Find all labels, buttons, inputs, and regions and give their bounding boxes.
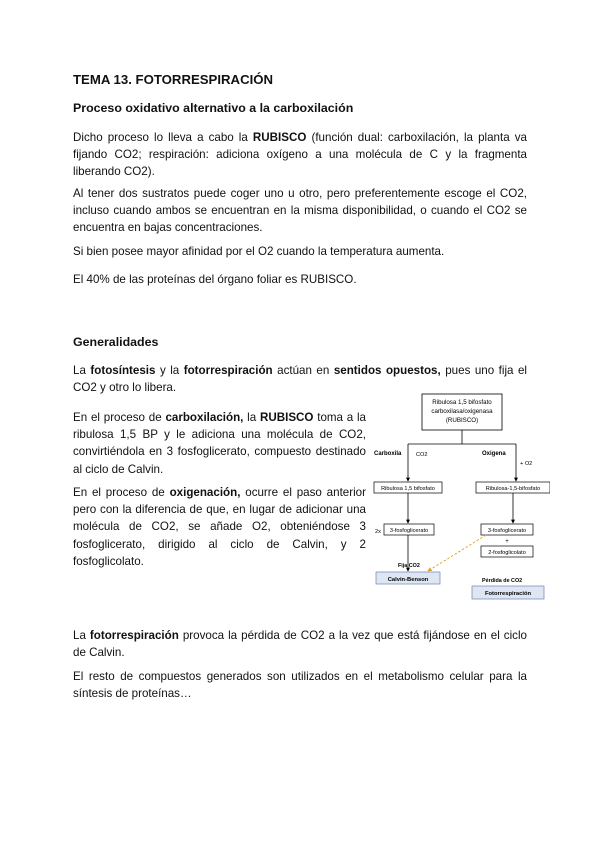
right-product-label-2: 2-fosfoglicolato xyxy=(488,550,526,556)
fija-co2-label: Fija CO2 xyxy=(398,563,420,569)
paragraph-rubisco-dual: Dicho proceso lo lleva a cabo la RUBISCO (función dual: carboxilación, la planta va fijando CO2; respiración: adiciona oxígeno a una molécula de C y la fragmenta liberando CO2). xyxy=(73,131,527,179)
plus-sign: + xyxy=(505,539,509,545)
paragraph-remaining-compounds: El resto de compuestos generados son utilizados en el metabolismo celular para la síntesis de proteínas… xyxy=(73,670,527,701)
ribulose-right-label: Ribulosa-1,5-bifosfato xyxy=(485,486,541,492)
rubisco-box-line3: (RUBISCO) xyxy=(445,417,479,424)
rubisco-box-line1: Ribulosa 1,5 bifosfato xyxy=(432,399,492,406)
left-product-label: 3-fosfoglicerato xyxy=(389,528,429,534)
o2-input-label: + O2 xyxy=(520,461,533,467)
section-heading-generalidades: Generalidades xyxy=(73,335,159,349)
paragraph-oxygenation: En el proceso de oxigenación, ocurre el paso anterior pero con la diferencia de que, en lugar de adicionar una molécula de CO2, se añade O2, obteniéndose 3 fosfoglicerato, dirigido al ciclo de Calvin, y 2 fosfoglicolato. xyxy=(73,486,366,568)
oxigena-label: Oxigena xyxy=(482,451,506,457)
ribulose-left-label: Ribulosa 1,5 bifosfato xyxy=(381,486,435,492)
photorespiration-diagram xyxy=(370,392,550,604)
paragraph-co2-loss: La fotorrespiración provoca la pérdida de CO2 a la vez que está fijándose en el ciclo de Calvin. xyxy=(73,629,527,660)
perdida-co2-label: Pérdida de CO2 xyxy=(482,578,523,584)
carboxila-label: Carboxila xyxy=(374,451,402,457)
paragraph-opposite-senses: La fotosíntesis y la fotorrespiración actúan en sentidos opuestos, pues uno fija el CO2 y otro lo libera. xyxy=(73,364,528,395)
fotorrespiracion-label: Fotorrespiración xyxy=(484,591,532,597)
recycle-dashed-arrow xyxy=(428,535,486,571)
left-prefix: 2x xyxy=(375,529,381,535)
right-product-label-1: 3-fosfoglicerato xyxy=(487,528,527,534)
page-title: TEMA 13. FOTORRESPIRACIÓN xyxy=(73,72,274,87)
co2-input-label: CO2 xyxy=(416,452,428,458)
paragraph-o2-affinity: Si bien posee mayor afinidad por el O2 cuando la temperatura aumenta. xyxy=(73,245,445,258)
calvin-benson-label: Calvin-Benson xyxy=(387,577,429,583)
paragraph-rubisco-percent: El 40% de las proteínas del órgano foliar es RUBISCO. xyxy=(73,273,357,286)
rubisco-box-line2: carboxilasa/oxigenasa xyxy=(431,408,493,415)
paragraph-carboxylation: En el proceso de carboxilación, la RUBISCO toma a la ribulosa 1,5 BP y le adiciona una molécula de CO2, convirtiéndola en 3 fosfoglicerato, compuesto destinado al ciclo de Calvin. xyxy=(73,411,367,476)
section-heading-oxidative: Proceso oxidativo alternativo a la carboxilación xyxy=(73,101,354,115)
paragraph-two-substrates: Al tener dos sustratos puede coger uno u otro, pero preferentemente escoge el CO2, incluso cuando ambos se encuentran en la misma disponibilidad, o cuando el CO2 se encuentra en bajas concentraciones. xyxy=(73,187,527,235)
